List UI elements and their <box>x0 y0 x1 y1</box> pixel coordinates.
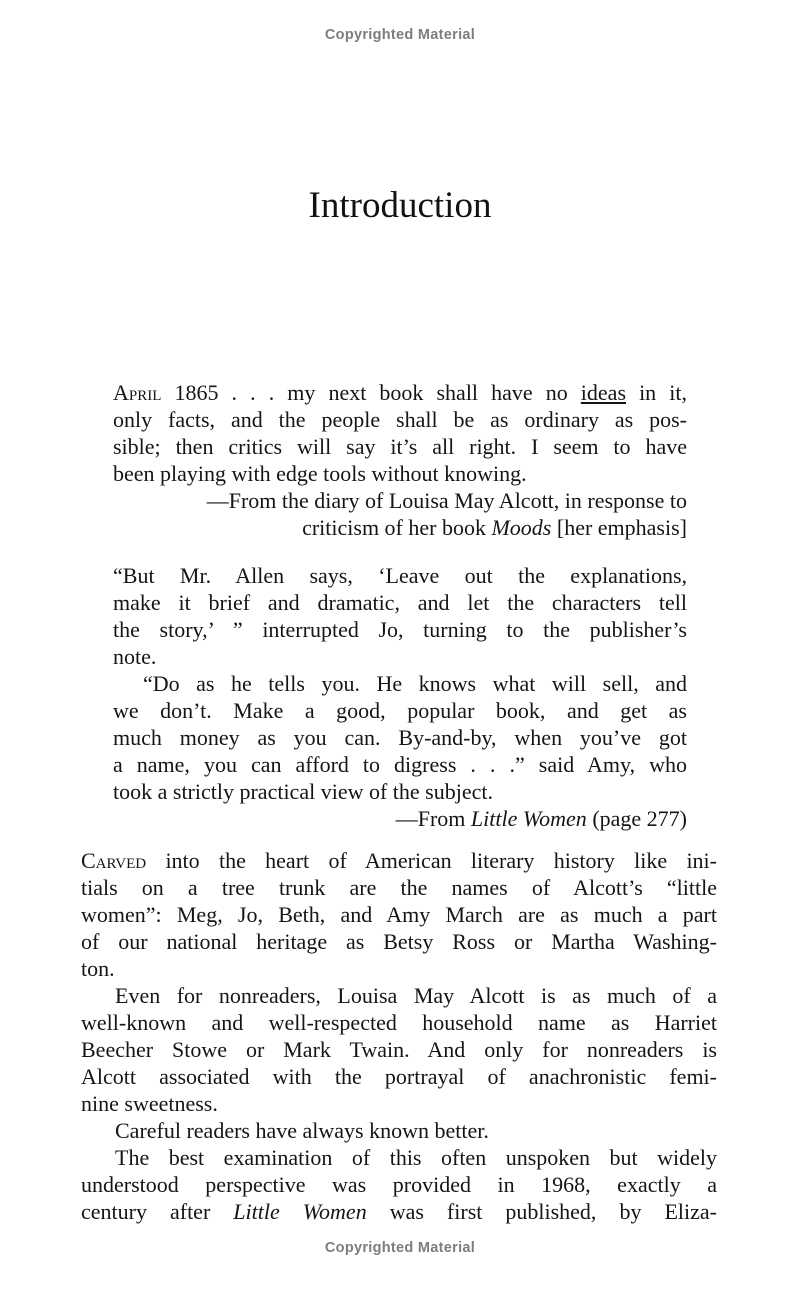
text-line <box>113 487 687 514</box>
text-line <box>113 643 687 670</box>
text-line <box>113 778 687 805</box>
text-segment: understood perspective was provided in 1968, exactly a <box>81 1172 717 1197</box>
text-segment-italic: Little Women <box>470 806 587 831</box>
text-segment: Careful readers have always known better. <box>115 1118 489 1143</box>
text-segment: nine sweetness. <box>81 1091 218 1116</box>
text-segment: took a strictly practical view of the subject. <box>113 779 493 804</box>
text-line <box>113 724 687 751</box>
text-segment: “Do as he tells you. He knows what will sell, and <box>143 671 687 696</box>
text-segment: we don’t. Make a good, popular book, and get as <box>113 698 687 723</box>
text-line <box>81 901 717 928</box>
text-segment: ton. <box>81 956 115 981</box>
text-segment-smallcaps: April <box>113 380 162 405</box>
page-title: Introduction <box>308 185 492 226</box>
text-line <box>113 562 687 589</box>
text-line <box>81 928 717 955</box>
text-segment: was first published, by Eliza- <box>366 1199 717 1224</box>
text-line <box>113 805 687 832</box>
text-line <box>81 1198 717 1225</box>
text-segment-italic: Little Women <box>233 1199 367 1224</box>
text-segment: century after <box>81 1199 234 1224</box>
text-line <box>81 1090 717 1117</box>
text-segment-smallcaps: Carved <box>81 848 147 873</box>
text-segment: [her emphasis] <box>551 515 687 540</box>
text-line <box>113 589 687 616</box>
text-line <box>81 955 717 982</box>
copyright-notice-top: Copyrighted Material <box>324 27 476 43</box>
text-line <box>113 697 687 724</box>
text-segment: much money as you can. By-and-by, when you’ve got <box>113 725 687 750</box>
text-segment: been playing with edge tools without knowing. <box>113 461 527 486</box>
text-line <box>81 1009 717 1036</box>
text-line <box>81 1117 717 1144</box>
text-segment: Beecher Stowe or Mark Twain. And only for nonreaders is <box>81 1037 717 1062</box>
text-segment: “But Mr. Allen says, ‘Leave out the explanations, <box>113 563 687 588</box>
text-line <box>113 514 687 541</box>
text-segment: Even for nonreaders, Louisa May Alcott is as much of a <box>115 983 717 1008</box>
copyright-notice-bottom: Copyrighted Material <box>324 1240 476 1256</box>
text-segment: of our national heritage as Betsy Ross or Martha Washing- <box>81 929 717 954</box>
text-segment: —From <box>395 806 471 831</box>
text-segment: Alcott associated with the portrayal of anachronistic femi- <box>81 1064 717 1089</box>
text-line <box>113 433 687 460</box>
text-segment: women”: Meg, Jo, Beth, and Amy March are as much a part <box>81 902 717 927</box>
text-segment: into the heart of American literary history like ini- <box>146 848 717 873</box>
text-line <box>81 847 717 874</box>
little-women-epigraph <box>113 562 687 832</box>
text-segment: —From the diary of Louisa May Alcott, in response to <box>206 488 687 513</box>
text-segment: (page 277) <box>586 806 687 831</box>
text-line <box>81 1063 717 1090</box>
text-line <box>113 406 687 433</box>
text-line <box>113 460 687 487</box>
text-segment: well-known and well-respected household name as Harriet <box>81 1010 717 1035</box>
diary-epigraph <box>113 379 687 541</box>
text-segment: a name, you can afford to digress . . .” said Amy, who <box>113 752 687 777</box>
body-text <box>81 847 717 1225</box>
text-line <box>81 982 717 1009</box>
text-line <box>81 874 717 901</box>
text-segment: note. <box>113 644 157 669</box>
text-segment: sible; then critics will say it’s all right. I seem to have <box>113 434 687 459</box>
text-segment-italic: Moods <box>491 515 552 540</box>
text-segment-underline: ideas <box>580 380 626 405</box>
text-segment: in it, <box>626 380 687 405</box>
text-line <box>113 379 687 406</box>
text-segment: tials on a tree trunk are the names of Alcott’s “little <box>81 875 717 900</box>
text-segment: The best examination of this often unspoken but widely <box>115 1145 717 1170</box>
text-line <box>81 1036 717 1063</box>
text-line <box>113 751 687 778</box>
text-segment: the story,’ ” interrupted Jo, turning to the publisher’s <box>113 617 687 642</box>
text-line <box>81 1171 717 1198</box>
text-line <box>113 616 687 643</box>
text-segment: make it brief and dramatic, and let the characters tell <box>113 590 687 615</box>
text-segment: only facts, and the people shall be as ordinary as pos- <box>113 407 687 432</box>
text-line <box>81 1144 717 1171</box>
text-segment: criticism of her book <box>302 515 492 540</box>
text-segment: 1865 . . . my next book shall have no <box>161 380 581 405</box>
text-line <box>113 670 687 697</box>
